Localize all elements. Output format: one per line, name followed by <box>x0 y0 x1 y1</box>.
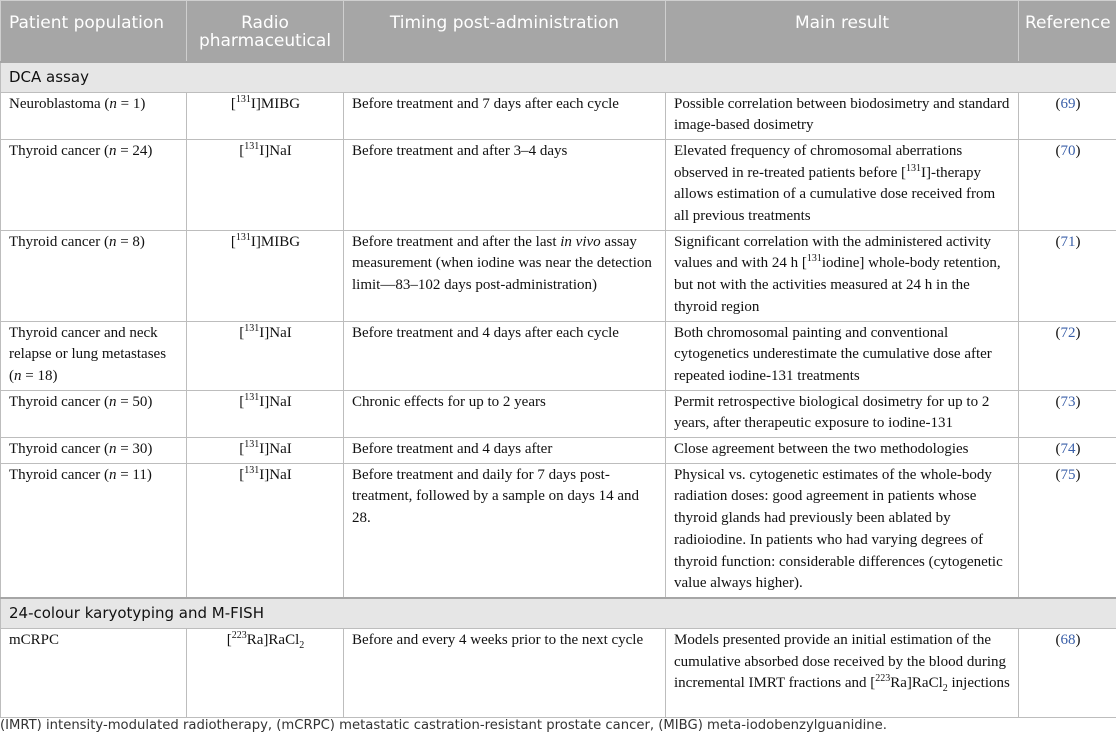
reference-cell: (70) <box>1019 139 1116 230</box>
table-row <box>1 139 1116 230</box>
result-cell: Significant correlation with the administered activity values and with 24 h [$^{131}$iodine] whole-body retention, but not with the activities measured at 24 h in the thyroid region <box>666 230 1019 321</box>
population-cell: Thyroid cancer and neck relapse or lung metastases (n = 18) <box>1 321 187 390</box>
timing-cell: Before treatment and 7 days after each cycle <box>344 92 666 139</box>
reference-link[interactable]: 72 <box>1060 324 1076 341</box>
reference-cell: (71) <box>1019 230 1116 321</box>
reference-cell: (69) <box>1019 92 1116 139</box>
population-cell: mCRPC <box>1 628 187 717</box>
pharm-cell: [$^{131}$I]NaI <box>187 321 344 390</box>
reference-cell: (74) <box>1019 438 1116 464</box>
population-cell: Thyroid cancer (n = 30) <box>1 438 187 464</box>
section-title: 24-colour karyotyping and M-FISH <box>1 598 1116 629</box>
table-footnote: (IMRT) intensity-modulated radiotherapy, (mCRPC) metastatic castration-resistant prostate cancer, (MIBG) meta-iodobenzylguanidine. <box>0 718 887 733</box>
pharm-cell: [$^{131}$I]MIBG <box>187 230 344 321</box>
section-row-karyotyping <box>1 598 1116 629</box>
reference-link[interactable]: 68 <box>1060 631 1076 648</box>
pharm-cell: [$^{131}$I]NaI <box>187 463 344 598</box>
result-cell: Both chromosomal painting and conventional cytogenetics underestimate the cumulative dose after repeated iodine-131 treatments <box>666 321 1019 390</box>
table-row <box>1 463 1116 598</box>
header-patient-population: Patient population <box>1 1 187 62</box>
reference-cell: (68) <box>1019 628 1116 717</box>
pharm-cell: [$^{131}$I]NaI <box>187 139 344 230</box>
pharm-cell: [$^{131}$I]NaI <box>187 438 344 464</box>
table-row <box>1 628 1116 717</box>
population-cell: Thyroid cancer (n = 8) <box>1 230 187 321</box>
reference-link[interactable]: 73 <box>1060 393 1076 410</box>
reference-cell: (72) <box>1019 321 1116 390</box>
header-radiopharmaceutical: Radio pharmaceutical <box>187 1 344 62</box>
reference-link[interactable]: 70 <box>1060 142 1076 159</box>
header-timing: Timing post-administration <box>344 1 666 62</box>
table-row <box>1 230 1116 321</box>
timing-cell: Before treatment and daily for 7 days post-treatment, followed by a sample on days 14 and 28. <box>344 463 666 598</box>
reference-cell: (73) <box>1019 390 1116 437</box>
table-row <box>1 438 1116 464</box>
timing-cell: Before treatment and after 3–4 days <box>344 139 666 230</box>
result-cell: Possible correlation between biodosimetry and standard image-based dosimetry <box>666 92 1019 139</box>
population-cell: Thyroid cancer (n = 11) <box>1 463 187 598</box>
result-cell: Physical vs. cytogenetic estimates of the whole-body radiation doses: good agreement in patients whose thyroid glands had previously been ablated by radioiodine. In patients who had varying degrees of thyroid function: considerable differences (cytogenetic value always higher). <box>666 463 1019 598</box>
result-cell: Elevated frequency of chromosomal aberrations observed in re-treated patients before [$^{131}$I]-therapy allows estimation of a cumulative dose received from all previous treatments <box>666 139 1019 230</box>
reference-link[interactable]: 69 <box>1060 95 1076 112</box>
reference-cell: (75) <box>1019 463 1116 598</box>
section-title: DCA assay <box>1 62 1116 93</box>
result-cell: Models presented provide an initial estimation of the cumulative absorbed dose received by the blood during incremental IMRT fractions and [$^{223}$Ra]RaCl$_2$ injections <box>666 628 1019 717</box>
pharm-cell: [$^{131}$I]NaI <box>187 390 344 437</box>
population-cell: Neuroblastoma (n = 1) <box>1 92 187 139</box>
result-cell: Close agreement between the two methodologies <box>666 438 1019 464</box>
timing-cell: Before treatment and after the last in vivo assay measurement (when iodine was near the detection limit—83–102 days post-administration) <box>344 230 666 321</box>
timing-cell: Before treatment and 4 days after <box>344 438 666 464</box>
table-row <box>1 92 1116 139</box>
table-row <box>1 390 1116 437</box>
header-row <box>1 1 1116 62</box>
result-cell: Permit retrospective biological dosimetry for up to 2 years, after therapeutic exposure to iodine-131 <box>666 390 1019 437</box>
population-cell: Thyroid cancer (n = 24) <box>1 139 187 230</box>
timing-cell: Chronic effects for up to 2 years <box>344 390 666 437</box>
pharm-cell: [$^{223}$Ra]RaCl$_2$ <box>187 628 344 717</box>
pharm-cell: [$^{131}$I]MIBG <box>187 92 344 139</box>
header-main-result: Main result <box>666 1 1019 62</box>
timing-cell: Before treatment and 4 days after each cycle <box>344 321 666 390</box>
section-row-dca <box>1 62 1116 93</box>
population-cell: Thyroid cancer (n = 50) <box>1 390 187 437</box>
timing-cell: Before and every 4 weeks prior to the next cycle <box>344 628 666 717</box>
reference-link[interactable]: 75 <box>1060 466 1076 483</box>
header-reference: Reference <box>1019 1 1116 62</box>
table-row <box>1 321 1116 390</box>
reference-link[interactable]: 71 <box>1060 233 1076 250</box>
reference-link[interactable]: 74 <box>1060 441 1076 458</box>
